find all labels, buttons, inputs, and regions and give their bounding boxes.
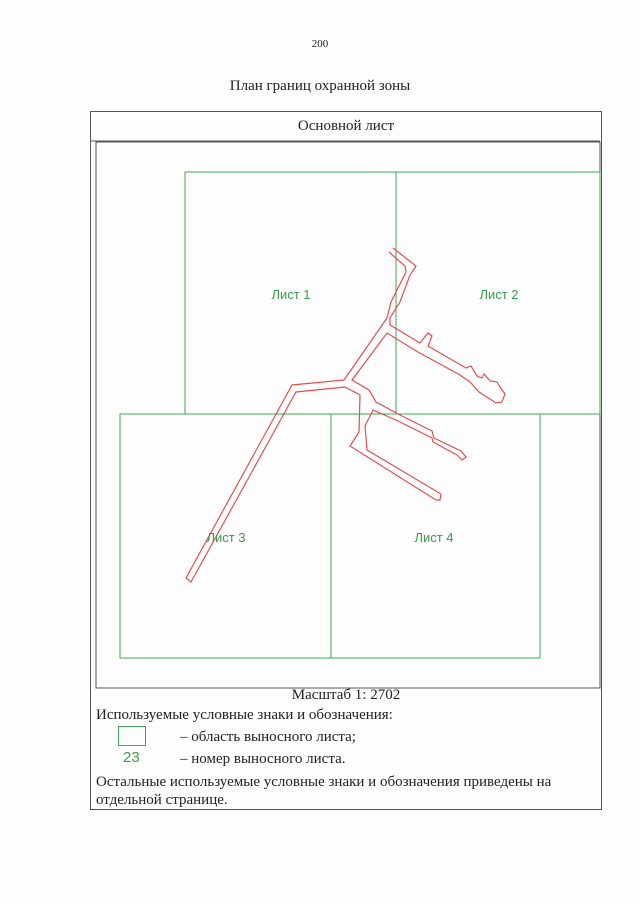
main-sheet-title: Основной лист: [297, 118, 395, 134]
sheet-label-2: Лист 2: [479, 287, 519, 302]
scale-text: Масштаб 1: 2702: [291, 687, 401, 703]
sheet-label-4: Лист 4: [414, 530, 454, 545]
page-title: План границ охранной зоны: [229, 78, 411, 94]
sheet-label-3: Лист 3: [206, 530, 246, 545]
legend-sheet-number-sample: 23: [123, 749, 140, 766]
legend-heading: Используемые условные знаки и обозначения:: [96, 707, 393, 723]
legend-sheet-number-text: – номер выносного листа.: [180, 751, 346, 767]
legend-sheet-area-text: – область выносного листа;: [180, 729, 356, 745]
map-frame: [96, 142, 600, 688]
page-number: 200: [311, 38, 329, 50]
footer-note: Остальные используемые условные знаки и обозначения приведены на отдельной странице.: [96, 774, 552, 808]
legend-sheet-area-swatch: [118, 726, 146, 746]
sheet-label-1: Лист 1: [271, 287, 311, 302]
